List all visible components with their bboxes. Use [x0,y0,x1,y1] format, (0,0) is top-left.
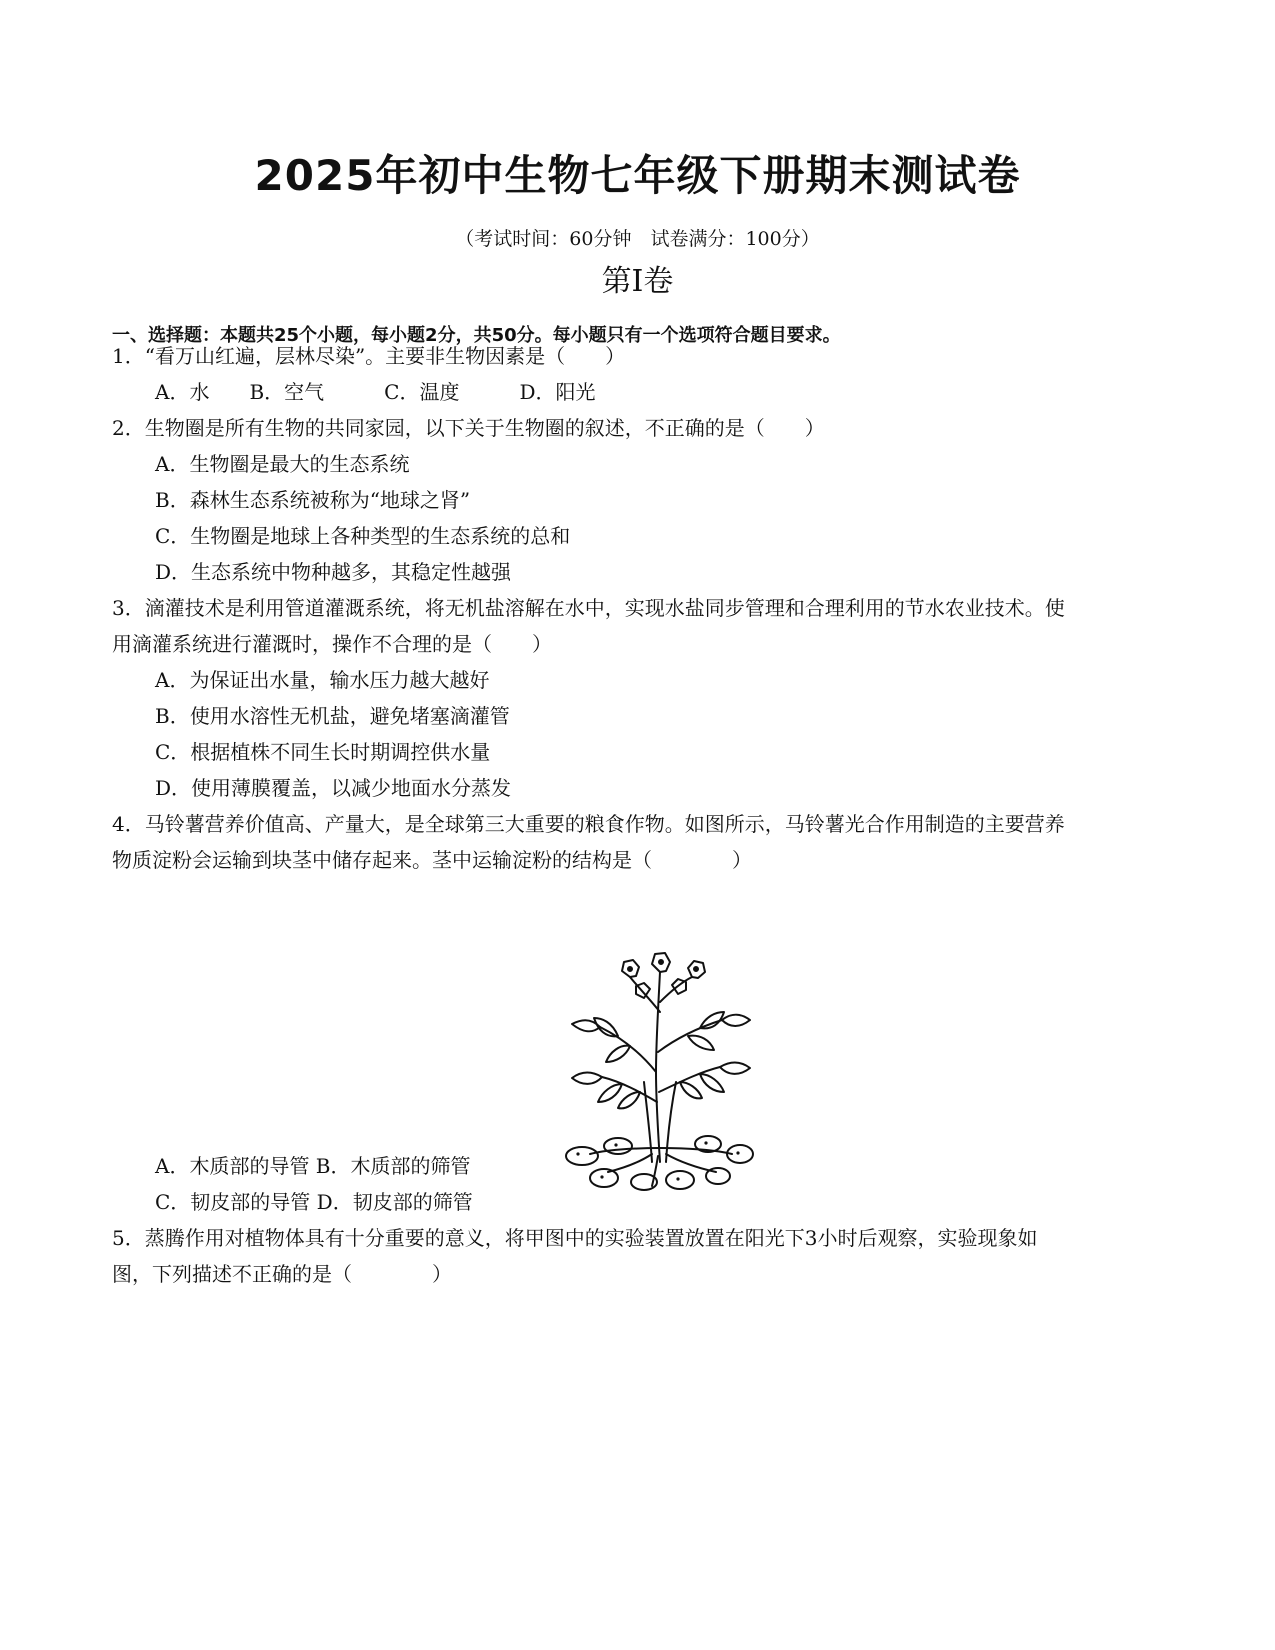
question-1-stem: 1．“看万山红遍，层林尽染”。主要非生物因素是（ ） [112,344,626,368]
question-4-stem-line-2: 物质淀粉会运输到块茎中储存起来。茎中运输淀粉的结构是（ ） [112,848,752,872]
question-5-stem-line-2: 图，下列描述不正确的是（ ） [112,1262,452,1286]
question-3-option-b: B．使用水溶性无机盐，避免堵塞滴灌管 [155,704,510,728]
volume-heading: 第Ⅰ卷 [601,264,674,299]
section-heading: 一、选择题：本题共25个小题，每小题2分，共50分。每小题只有一个选项符合题目要求。 [112,325,841,346]
exam-title: 2025年初中生物七年级下册期末测试卷 [254,151,1021,200]
potato-plant-figure [560,932,760,1192]
question-1-options: A．水 B．空气 C．温度 D．阳光 [155,380,596,404]
question-3-option-c: C．根据植株不同生长时期调控供水量 [155,740,491,764]
question-2-option-d: D．生态系统中物种越多，其稳定性越强 [155,560,512,584]
question-2-option-a: A．生物圈是最大的生态系统 [155,452,410,476]
question-3-stem-line-1: 3．滴灌技术是利用管道灌溉系统，将无机盐溶解在水中，实现水盐同步管理和合理利用的节水农业技术。使 [112,596,1065,620]
question-4-stem-line-1: 4．马铃薯营养价值高、产量大，是全球第三大重要的粮食作物。如图所示，马铃薯光合作用制造的主要营养 [112,812,1065,836]
question-4-options-line-2: C．韧皮部的导管 D．韧皮部的筛管 [155,1190,473,1214]
question-3-option-a: A．为保证出水量，输水压力越大越好 [155,668,490,692]
question-2-option-b: B．森林生态系统被称为“地球之肾” [155,488,471,512]
question-3-stem-line-2: 用滴灌系统进行灌溉时，操作不合理的是（ ） [112,632,552,656]
question-2-stem: 2．生物圈是所有生物的共同家园，以下关于生物圈的叙述，不正确的是（ ） [112,416,825,440]
question-2-option-c: C．生物圈是地球上各种类型的生态系统的总和 [155,524,571,548]
question-5-stem-line-1: 5．蒸腾作用对植物体具有十分重要的意义，将甲图中的实验装置放置在阳光下3小时后观察，实验现象如 [112,1226,1038,1250]
question-3-option-d: D．使用薄膜覆盖，以减少地面水分蒸发 [155,776,512,800]
exam-subtitle: （考试时间：60分钟 试卷满分：100分） [455,228,820,250]
question-4-options-line-1: A．木质部的导管 B．木质部的筛管 [155,1154,471,1178]
